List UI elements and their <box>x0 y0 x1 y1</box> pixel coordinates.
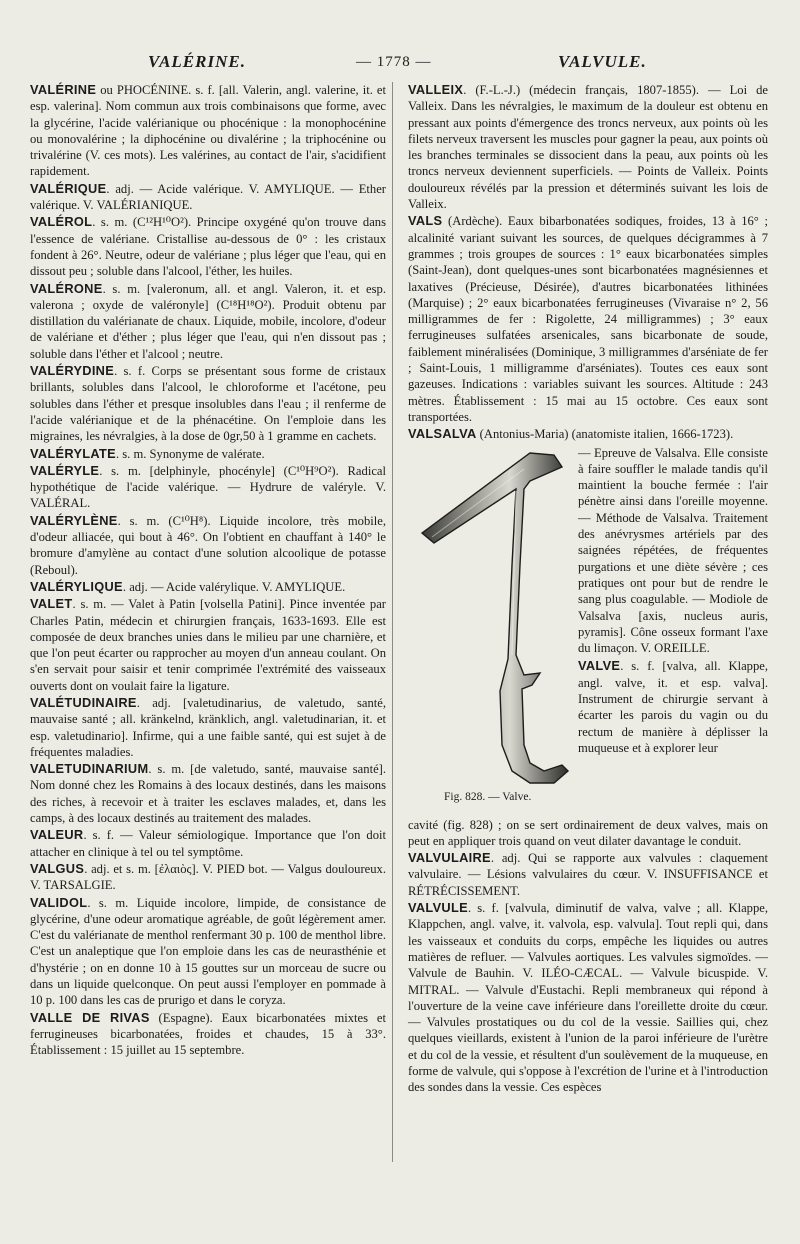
dictionary-entry <box>30 513 386 578</box>
right-column-top <box>408 82 768 443</box>
dictionary-entry <box>30 214 386 279</box>
entry-headword: VALIDOL <box>30 894 88 910</box>
dictionary-entry <box>30 579 386 595</box>
entry-text: . s. m. Liquide incolore, limpide, de consistance de glycérine, d'une odeur aromatique agréable, de goût légèrement amer. C'est du valérianate de menthol renfermant 30 p. 100 de menthol libre. C'est un analeptique que l'on emploie dans les cas de neurasthénie et d'hystérie ; on en donne 10 à 15 gouttes sur un morceau de sucre ou dans un liquide quelconque. On peut aussi l'employer en pommade à 10 p. 100 dans les cas de prurigo et dans le coryza. <box>30 895 386 1008</box>
dictionary-entry <box>30 861 386 894</box>
dictionary-entry <box>30 463 386 512</box>
entry-text: . s. m. (C¹²H¹⁰O²). Principe oxygéné qu'on trouve dans l'essence de valériane. Cristallise au-dessous de 0° : les cristaux fondent à 26°. Neutre, odeur de valériane ; plus léger que l'eau, qui en dissout peu ; soluble dans l'alcool, l'éther, les huiles. <box>30 215 386 279</box>
entry-text: cavité (fig. 828) ; on se sert ordinairement de deux valves, mais on peut en appliquer trois quand on veut dilater davantage le conduit. <box>408 817 768 848</box>
dictionary-entry <box>408 426 768 442</box>
dictionary-entry <box>30 1010 386 1059</box>
entry-headword: VALÉRYDINE <box>30 363 115 379</box>
entry-text-valve: . s. f. [valva, all. Klappe, angl. valve, it. et esp. valva]. Instrument de chirurgie servant à écarter les parois du vagin ou du rectum de manière à déplisser la muqueuse et à explorer leur <box>578 659 768 755</box>
entry-headword: VALÉRIQUE <box>30 180 107 196</box>
dictionary-entry <box>408 900 768 1096</box>
dictionary-entry <box>30 895 386 1009</box>
dictionary-entry <box>408 817 768 850</box>
entry-headword: VALSALVA <box>408 426 477 442</box>
entry-text: ou PHOCÉNINE. s. f. [all. Valerin, angl. valerine, it. et esp. valerina]. Nom commun aux trois combinaisons que forme, avec la glycérine, l'acide valérianique ou phocénique : la monophocénine ou monovalérine ; la diphocénine ou divalérine ; la triphocénine ou trivalérine (V. ces mots). Les valérines, au contact de l'air, s'acidifient rapidement. <box>30 83 386 179</box>
entry-headword: VALÉTUDINAIRE <box>30 694 137 710</box>
dictionary-entry <box>30 281 386 362</box>
entry-headword: VALÉRYLIQUE <box>30 578 123 594</box>
entry-text: . s. f. Corps se présentant sous forme de cristaux brillants, solubles dans l'alcool, le chloroforme et l'acétone, peu solubles dans l'éther et presque insolubles dans l'eau ; il renferme de l'acide valérianique et de la phénacétine. On l'emploie dans les migraines, les névralgies, à la dose de 0gr,50 à 1 gramme en cachets. <box>30 364 386 444</box>
entry-text: . s. f. — Valeur sémiologique. Importance que l'on doit attacher en clinique à tel ou tel symptôme. <box>30 828 386 859</box>
dictionary-entry <box>408 82 768 212</box>
entry-text: (Espagne). Eaux bicarbonatées mixtes et ferrugineuses bicarbonatées, froides et chaudes, 15 à 33°. Établissement : 15 juillet au 15 septembre. <box>30 1010 386 1058</box>
dictionary-entry <box>30 82 386 180</box>
entry-headword: VALET <box>30 596 73 612</box>
dictionary-entry <box>30 827 386 860</box>
entry-headword: VALÉRYLE <box>30 462 100 478</box>
entry-headword: VALETUDINARIUM <box>30 761 149 777</box>
entry-text: . s. f. [valvula, diminutif de valva, valve ; all. Klappe, Klappchen, angl. valve, it. valvola, esp. valvula]. Tout repli qui, dans les vaisseaux et conduits du corps, empêche les liquides ou autres matières de refluer. — Valvules aortiques. Les valvules sigmoïdes. — Valvule de Bauhin. V. ILÉO-CÆCAL. — Valvule bicuspide. V. MITRAL. — Valvule d'Eustachi. Repli membraneux qui répond à l'ouverture de la veine cave inférieure dans l'oreillette droite du cœur. — Valvules prostatiques ou du col de la vessie. Saillies qui, chez quelques vieillards, existent à l'union de la paroi inférieure de l'urètre et du col de la vessie, et résultent d'un soulèvement de la muqueuse, en forme de valvule, qui s'oppose à l'excrétion de l'urine et à l'introduction des sondes dans la vessie. Ces espèces <box>408 901 768 1095</box>
left-column <box>30 82 386 1060</box>
dictionary-entry <box>408 213 768 425</box>
entry-text: . s. m. Synonyme de valérate. <box>115 446 265 461</box>
entry-text: (Ardèche). Eaux bibarbonatées sodiques, froides, 13 à 16° ; alcalinité variant suivant les sources, de quelques décigrammes à 7 grammes ; trois groupes de sources : 1° eaux bicarbonatées simples (Saint-Jean), dont quelques-unes sont bicarbonatées magnésiennes et laxatives (Précieuse, Désirée), d'autres bicarbonatées lithinées (Marquise) ; 2° eaux bicarbonatées ferrugineuses (Vivaraise n° 2, 56 milligrammes de fer : Rigolette, 24 milligrammes) ; 3° eaux ferrugineuses sulfatées arsenicales, sans bicarbonate de soude, faiblement minéralisées (Dominique, 3 milligrammes d'arséniate de fer ; Saint-Louis, 1 milligramme d'arséniates). Toutes ces eaux sont gazeuses. Indications : variables suivant les sources. Altitude : 243 mètres. Établissement : 15 mai au 15 octobre. Ces eaux sont transportées. <box>408 214 768 424</box>
running-head-right: VALVULE. <box>558 52 647 71</box>
entry-text: . adj. — Acide valérylique. V. AMYLIQUE. <box>122 579 346 594</box>
right-column <box>408 82 768 1097</box>
entry-text: . adj. et s. m. [ἐλαιὸς]. V. PIED bot. — Valgus douloureux. V. TARSALGIE. <box>30 861 386 893</box>
dictionary-entry <box>30 761 386 826</box>
entry-headword: VALLE DE RIVAS <box>30 1009 150 1025</box>
entry-headword: VALLEIX <box>408 82 464 97</box>
entry-headword: VALÉRYLATE <box>30 445 116 461</box>
entry-text: (Antonius-Maria) (anatomiste italien, 1666-1723). <box>476 427 734 442</box>
dictionary-entry <box>30 181 386 214</box>
entry-text: . (F.-L.-J.) (médecin français, 1807-1855). — Loi de Valleix. Dans les névralgies, le maximum de la douleur est obtenu en pressant aux points d'émergence des troncs nerveux, aux points où les filets nerveux traversent les muscles pour gagner la peau, aux points où les branches terminales se dissocient dans la peau, aux points où les troncs nerveux deviennent superficiels. — Points de Valleix. Points douloureux révélés par la pression et déterminés suivant les lois de Valleix. <box>408 83 768 212</box>
entry-headword: VALEUR <box>30 827 84 843</box>
entry-text: . adj. Qui se rapporte aux valvules : claquement valvulaire. — Lésions valvulaires du cœur. V. INSUFFISANCE et RÉTRÉCISSEMENT. <box>408 851 768 898</box>
dictionary-entry <box>408 850 768 899</box>
entry-headword: VALVULE <box>408 900 468 916</box>
figure-caption: Fig. 828. — Valve. <box>444 790 532 803</box>
entry-text: . s. m. — Valet à Patin [volsella Patini]. Pince inventée par Charles Patin, médecin et chirurgien français, 1633-1693. Elle est composée de deux branches unies dans le milieu par une charnière, et que l'on peut écarter ou rapprocher au moyen d'un anneau coulant. On s'en servait pour saisir et tenir comprimée l'extrémité des vaisseaux ouverts dont on voulait faire la ligature. <box>30 597 386 693</box>
dictionary-entry <box>30 363 386 444</box>
entry-headword: VALS <box>408 213 443 229</box>
valve-illustration <box>412 445 572 785</box>
entry-text: . adj. — Acide valérique. V. AMYLIQUE. — Ether valérique. V. VALÉRIANIQUE. <box>30 181 386 213</box>
valsalva-continuation: — Epreuve de Valsalva. Elle consiste à faire souffler le malade tandis qu'il maintient la bouche fermée : l'air pénètre ainsi dans l'oreille moyenne. — Méthode de Valsalva. Traitement des anévrysmes artériels par des saignées répétées, de fréquentes purgations et une diète sévère ; ces pratiques ont pour but de rendre le sang plus coagulable. — Modiole de Valsalva [axis, nucleus auris, pyramis]. Cône osseux formant l'axe du limaçon. V. OREILLE. <box>578 445 768 656</box>
figure-block <box>408 445 768 815</box>
page-number: — 1778 — <box>356 54 432 70</box>
entry-headword: VALÉROL <box>30 214 93 230</box>
headword-valve: VALVE <box>578 658 621 674</box>
dictionary-entry <box>30 596 386 694</box>
column-divider <box>392 82 393 1162</box>
running-head-left: VALÉRINE. <box>148 52 246 71</box>
entry-headword: VALGUS <box>30 860 85 876</box>
dictionary-entry <box>30 446 386 462</box>
entry-text: . s. m. [de valetudo, santé, mauvaise santé]. Nom donné chez les Romains à des locaux destinés, dans les maisons des riches, à recevoir et à traiter les esclaves malades, et, dans les camps, à des locaux destinés au traitement des malades. <box>30 762 386 826</box>
figure-side-text <box>578 445 768 757</box>
entry-text: . adj. [valetudinarius, de valetudo, santé, mauvaise santé ; all. kränkelnd, kränklich, angl. valetudinarian, it. et esp. valetudinario]. Infirme, qui a une faible santé, qui est sujet à de fréquentes maladies. <box>30 695 386 759</box>
entry-text: . s. m. [delphinyle, phocényle] (C¹⁰H⁹O²). Radical hypothétique de l'acide valérique. — Hydrure de valéryle. V. VALÉRAL. <box>30 463 386 511</box>
entry-headword: VALÉRINE <box>30 82 97 97</box>
dictionary-entry <box>30 695 386 760</box>
entry-headword: VALVULAIRE <box>408 850 491 866</box>
entry-headword: VALÉRYLÈNE <box>30 512 118 528</box>
entry-text: . s. m. [valeronum, all. et angl. Valeron, it. et esp. valerona ; oxyde de valéronyle] (C¹⁸H¹⁸O²). Produit obtenu par distillation du valérianate de chaux. Liquide, mobile, incolore, d'odeur de valériane et d'éther ; plus léger que l'eau, qui n'en dissout pas ; soluble dans l'éther et l'alcool ; neutre. <box>30 281 386 361</box>
entry-headword: VALÉRONE <box>30 280 103 296</box>
entry-text: . s. m. (C¹⁰H⁸). Liquide incolore, très mobile, d'odeur alliacée, qui bout à 46°. On l'obtient en chauffant à 140° le bromure d'amylène au contact d'une solution alcoolique de potasse (Reboul). <box>30 513 386 577</box>
right-column-bottom <box>408 817 768 1096</box>
